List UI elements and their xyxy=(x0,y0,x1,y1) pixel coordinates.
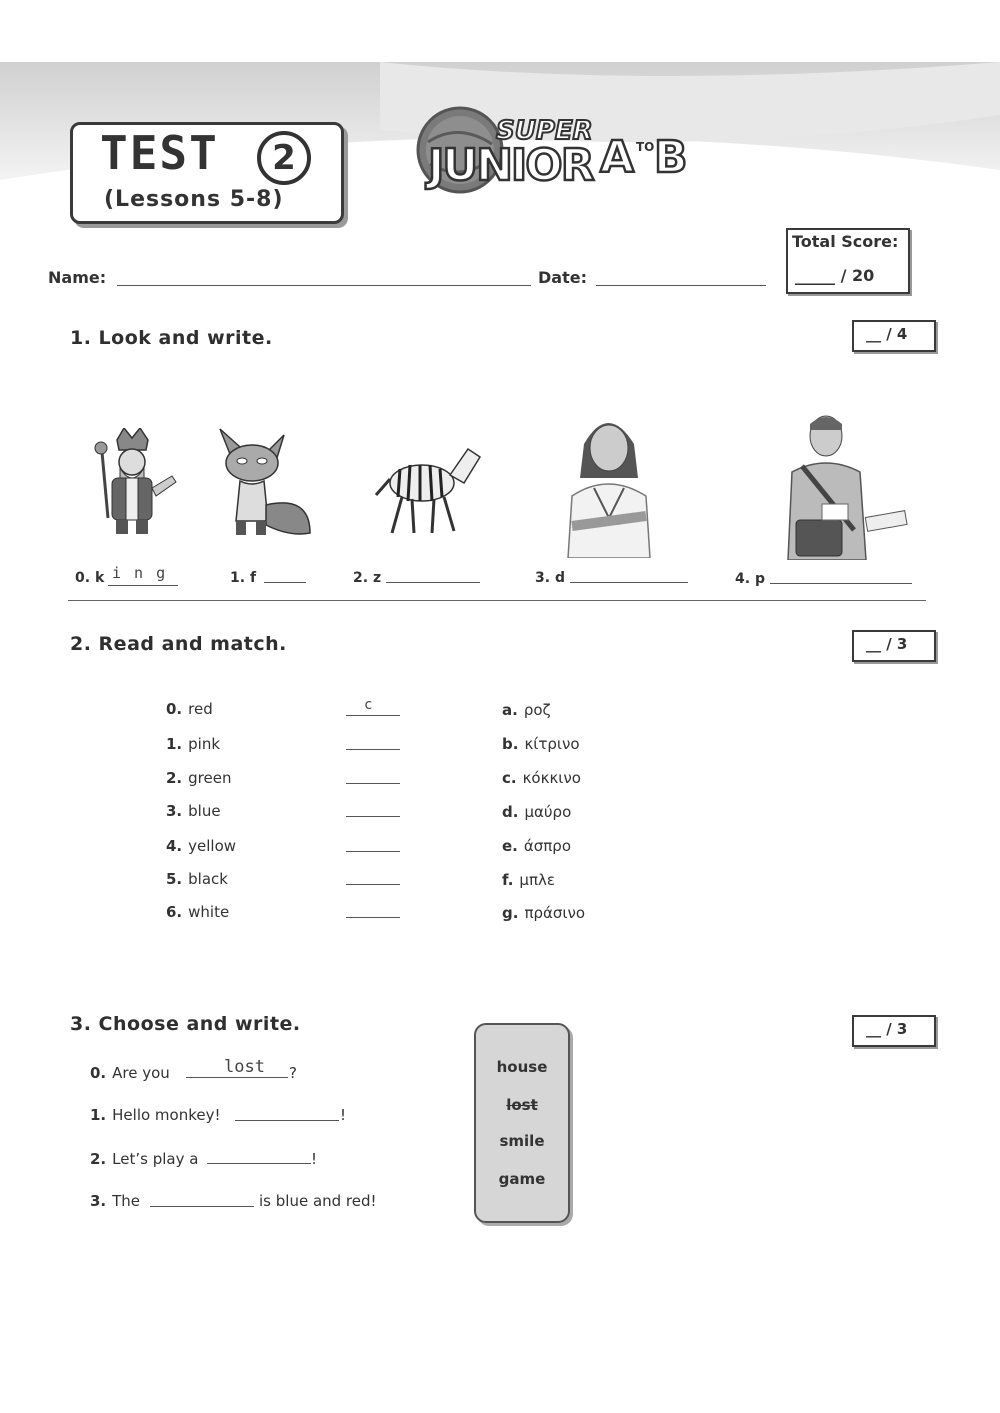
section-divider xyxy=(68,600,926,601)
word-game: game xyxy=(498,1170,546,1188)
sentence-0-blank xyxy=(186,1077,288,1078)
item2-answer-line[interactable] xyxy=(386,582,480,583)
sentence-1-start: 1. Hello monkey! xyxy=(90,1106,221,1124)
item1-label: 1. f xyxy=(230,570,257,586)
match-blank-6[interactable] xyxy=(346,917,400,918)
zebra-icon xyxy=(368,443,484,539)
match-right-d: d. μαύρο xyxy=(502,803,572,821)
date-label: Date: xyxy=(538,268,587,287)
sentence-1-blank[interactable] xyxy=(235,1120,339,1121)
super-junior-logo xyxy=(408,102,708,212)
match-right-a: a. ροζ xyxy=(502,701,551,719)
match-left-4: 4. yellow xyxy=(166,837,237,855)
logo-to: TO xyxy=(636,140,655,154)
king-icon xyxy=(82,428,192,540)
section2-title: 2. Read and match. xyxy=(70,633,287,655)
match-left-5: 5. black xyxy=(166,870,228,888)
match-left-0: 0. red xyxy=(166,700,213,718)
name-label: Name: xyxy=(48,268,107,287)
match-blank-1[interactable] xyxy=(346,749,400,750)
sentence-3-blank[interactable] xyxy=(150,1206,254,1207)
sentence-0-end: ? xyxy=(289,1064,297,1082)
sentence-2-start: 2. Let’s play a xyxy=(90,1150,199,1168)
section1-score[interactable]: __ / 4 xyxy=(866,325,908,343)
item4-label: 4. p xyxy=(735,571,765,587)
lessons-label: (Lessons 5-8) xyxy=(104,187,284,212)
item4-answer-line[interactable] xyxy=(770,583,912,584)
section2-score[interactable]: __ / 3 xyxy=(866,635,908,653)
match-left-2: 2. green xyxy=(166,769,232,787)
item3-label: 3. d xyxy=(535,570,565,586)
match-answer-0: c xyxy=(364,697,373,713)
doctor-icon xyxy=(548,408,670,558)
match-right-e: e. άσπρο xyxy=(502,837,571,855)
match-left-3: 3. blue xyxy=(166,802,221,820)
item0-answer-line xyxy=(108,585,178,586)
match-blank-5[interactable] xyxy=(346,884,400,885)
section3-score[interactable]: __ / 3 xyxy=(866,1020,908,1038)
date-field[interactable] xyxy=(596,285,766,286)
logo-b: B xyxy=(654,132,688,183)
item1-answer-line[interactable] xyxy=(264,582,306,583)
word-house: house xyxy=(496,1058,548,1076)
logo-a: A xyxy=(600,132,635,183)
sentence-0-start: 0. Are you xyxy=(90,1064,170,1082)
match-left-1: 1. pink xyxy=(166,735,221,753)
item3-answer-line[interactable] xyxy=(570,582,688,583)
section1-title: 1. Look and write. xyxy=(70,327,273,349)
match-right-g: g. πράσινο xyxy=(502,904,586,922)
word-lost: lost xyxy=(506,1096,538,1114)
sentence-2-blank[interactable] xyxy=(207,1163,311,1164)
section3-title: 3. Choose and write. xyxy=(70,1013,301,1035)
item0-label: 0. k xyxy=(75,570,105,586)
total-score-value[interactable]: _____ / 20 xyxy=(795,266,875,285)
match-blank-4[interactable] xyxy=(346,851,400,852)
item2-label: 2. z xyxy=(353,570,382,586)
match-right-b: b. κίτρινο xyxy=(502,735,580,753)
fox-icon xyxy=(210,425,320,543)
match-right-f: f. μπλε xyxy=(502,871,555,889)
match-blank-2[interactable] xyxy=(346,783,400,784)
test-number: 2 xyxy=(257,131,311,185)
match-right-c: c. κόκκινο xyxy=(502,769,581,787)
test-label: TEST xyxy=(100,126,219,180)
postman-icon xyxy=(762,410,914,560)
sentence-0-answer: lost xyxy=(224,1057,265,1077)
sentence-2-end: ! xyxy=(311,1150,318,1168)
match-blank-3[interactable] xyxy=(346,816,400,817)
match-blank-0[interactable] xyxy=(346,715,400,716)
logo-junior: JUNIOR xyxy=(428,140,593,191)
sentence-1-end: ! xyxy=(340,1106,347,1124)
match-left-6: 6. white xyxy=(166,903,230,921)
word-box xyxy=(474,1023,570,1223)
sentence-3-start: 3. The xyxy=(90,1192,141,1210)
sentence-3-end: is blue and red! xyxy=(259,1192,377,1210)
item0-answer: i n g xyxy=(112,564,168,582)
total-score-label: Total Score: xyxy=(792,232,899,251)
word-smile: smile xyxy=(499,1132,545,1150)
logo-super: SUPER xyxy=(496,116,593,146)
name-field[interactable] xyxy=(117,285,531,286)
